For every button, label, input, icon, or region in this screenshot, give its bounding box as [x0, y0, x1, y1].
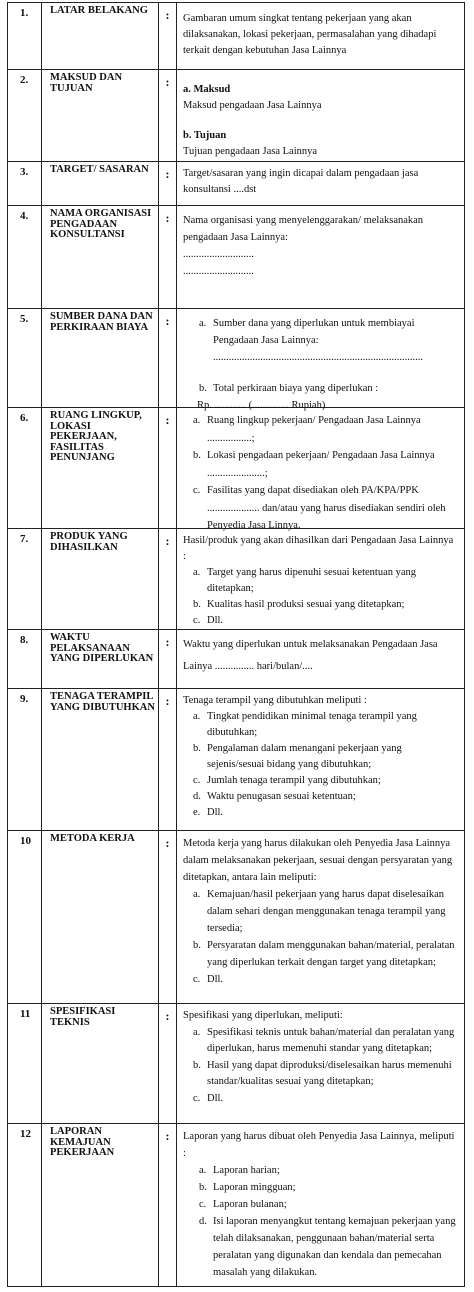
row-latar-belakang [8, 3, 464, 70]
row-title: METODA KERJA [42, 831, 159, 1003]
row-waktu [8, 630, 464, 689]
list-text: Tingkat pendidikan minimal tenaga terampil yang dibutuhkan; [207, 711, 417, 738]
row-content [177, 529, 464, 629]
list-item [183, 1091, 458, 1108]
row-title: LAPORAN KEMAJUAN PEKERJAAN [42, 1124, 159, 1286]
maksud-text: Maksud pengadaan Jasa Lainnya [183, 100, 322, 111]
tujuan-text: Tujuan pengadaan Jasa Lainnya [183, 146, 318, 157]
row-content [177, 831, 464, 1003]
row-content [177, 3, 464, 69]
dotted-line: ........................... [183, 266, 254, 277]
list-marker: b. [193, 599, 201, 610]
row-colon: : [159, 408, 177, 528]
row-nama-organisasi [8, 206, 464, 309]
tujuan-heading: b. Tujuan [183, 130, 227, 141]
row-content [177, 162, 464, 205]
list-text: Dll. [207, 807, 224, 818]
intro-text: Tenaga terampil yang dibutuhkan meliputi : [183, 695, 367, 706]
content-text: Waktu yang diperlukan untuk melaksanakan Pengadaan Jasa Lainya ............... hari/bulan/.... [183, 639, 438, 672]
row-produk [8, 529, 464, 630]
row-number: 8. [8, 630, 42, 688]
list-marker: c. [193, 615, 201, 626]
list-text: Isi laporan menyangkut tentang kemajuan pekerjaan yang telah dilaksanakan, penggunaan bahan/material serta peralatan yang digunakan dan kendala dan pemecahan masalah yang dilakukan. [213, 1216, 456, 1278]
list-text: Dll. [207, 615, 224, 626]
list-item [183, 447, 458, 482]
list-marker: c. [193, 485, 201, 496]
list-item [183, 1058, 458, 1091]
row-colon: : [159, 206, 177, 308]
maksud-heading: a. Maksud [183, 84, 231, 95]
row-number: 1. [8, 3, 42, 69]
list-text: Laporan harian; [213, 1165, 280, 1176]
list-text: Laporan bulanan; [213, 1199, 287, 1210]
list-marker: b. [199, 383, 207, 394]
row-number: 5. [8, 309, 42, 407]
list-marker: a. [199, 318, 207, 329]
list-item [183, 1179, 458, 1196]
list-text: Laporan mingguan; [213, 1182, 296, 1193]
row-title: LATAR BELAKANG [42, 3, 159, 69]
list-text: Waktu penugasan sesuai ketentuan; [207, 791, 356, 802]
row-number: 6. [8, 408, 42, 528]
list-marker: a. [193, 1026, 201, 1038]
row-number: 12 [8, 1124, 42, 1286]
row-colon: : [159, 70, 177, 161]
list-marker: b. [199, 1182, 207, 1193]
row-title: MAKSUD DAN TUJUAN [42, 70, 159, 161]
row-title: PRODUK YANG DIHASILKAN [42, 529, 159, 629]
list-item [183, 482, 458, 535]
list-marker: e. [193, 807, 201, 818]
row-target-sasaran [8, 162, 464, 206]
list-text: Kemajuan/hasil pekerjaan yang harus dapat diselesaikan dalam sehari dengan menggunakan tenaga terampil yang tersedia; [207, 889, 446, 934]
row-ruang-lingkup [8, 408, 464, 529]
row-number: 10 [8, 831, 42, 1003]
list-text: Pengalaman dalam menangani pekerjaan yang sejenis/sesuai bidang yang dibutuhkan; [207, 743, 402, 770]
row-colon: : [159, 630, 177, 688]
row-maksud-tujuan [8, 70, 464, 162]
dotted-line: ........................... [183, 249, 254, 260]
row-content [177, 206, 464, 308]
kak-table [7, 2, 465, 1287]
list-item [183, 773, 458, 789]
list-item [183, 886, 458, 937]
row-title: SUMBER DANA DAN PERKIRAAN BIAYA [42, 309, 159, 407]
row-colon: : [159, 1124, 177, 1286]
row-number: 11 [8, 1004, 42, 1123]
list-item [183, 1196, 458, 1213]
row-content [177, 1004, 464, 1123]
row-colon: : [159, 3, 177, 69]
row-content [177, 630, 464, 688]
intro-text: Laporan yang harus dibuat oleh Penyedia Jasa Lainnya, meliputi : [183, 1131, 455, 1159]
row-number: 2. [8, 70, 42, 161]
content-text: Target/sasaran yang ingin dicapai dalam pengadaan jasa konsultansi ....dst [183, 168, 419, 195]
list-text: Sumber dana yang diperlukan untuk membiayai Pengadaan Jasa Lainnya: [213, 318, 415, 346]
list-item [183, 937, 458, 971]
row-title: NAMA ORGANISASI PENGADAAN KONSULTANSI [42, 206, 159, 308]
list-marker: a. [199, 1165, 207, 1176]
list-item [183, 1025, 458, 1058]
list-marker: a. [193, 711, 201, 722]
list-text: Total perkiraan biaya yang diperlukan : [213, 383, 379, 394]
list-item [183, 971, 458, 988]
row-sumber-dana [8, 309, 464, 411]
row-title: SPESIFIKASI TEKNIS [42, 1004, 159, 1123]
list-text: Spesifikasi teknis untuk bahan/material dan peralatan yang diperlukan, harus memenuhi standar yang ditetapkan; [207, 1026, 455, 1054]
row-content [177, 689, 464, 830]
list-item [183, 805, 458, 821]
row-content [177, 70, 464, 161]
list-marker: c. [193, 775, 201, 786]
list-marker: b. [193, 743, 201, 754]
row-content [177, 1124, 464, 1286]
list-item [183, 1162, 458, 1179]
row-number: 7. [8, 529, 42, 629]
list-item [183, 789, 458, 805]
list-marker: c. [199, 1199, 207, 1210]
row-tenaga-terampil [8, 689, 464, 831]
list-marker: c. [193, 1092, 201, 1104]
row-title: TARGET/ SASARAN [42, 162, 159, 205]
intro-text: Spesifikasi yang diperlukan, meliputi: [183, 1010, 343, 1021]
content-text: Gambaran umum singkat tentang pekerjaan yang akan dilaksanakan, lokasi pekerjaan, permasalahan yang dihadapi terkait dengan kebutuhan Jasa Lainnya [183, 13, 437, 56]
list-text: Fasilitas yang dapat disediakan oleh PA/KPA/PPK .................... dan/atau yang harus disediakan sendiri oleh Penyedia Jasa Linnya. [207, 485, 446, 531]
list-marker: c. [193, 974, 201, 985]
row-laporan [8, 1124, 464, 1286]
row-colon: : [159, 529, 177, 629]
list-item [183, 412, 458, 447]
row-title: RUANG LINGKUP, LOKASI PEKERJAAN, FASILITAS PENUNJANG [42, 408, 159, 528]
list-marker: b. [193, 1059, 201, 1071]
row-colon: : [159, 1004, 177, 1123]
row-colon: : [159, 309, 177, 407]
list-item [183, 380, 458, 397]
list-item [183, 315, 458, 366]
list-marker: d. [199, 1216, 207, 1227]
content-text: Nama organisasi yang menyelenggarakan/ melaksanakan pengadaan Jasa Lainnya: [183, 215, 424, 243]
row-metoda-kerja [8, 831, 464, 1004]
row-content [177, 408, 464, 531]
list-item [183, 597, 458, 613]
row-title: WAKTU PELAKSANAAN YANG DIPERLUKAN [42, 630, 159, 688]
list-item [183, 741, 458, 773]
list-text: Ruang lingkup pekerjaan/ Pengadaan Jasa Lainnya .................; [207, 415, 421, 444]
intro-text: Metoda kerja yang harus dilakukan oleh Penyedia Jasa Lainnya dalam melaksanakan pekerjaan, sesuai dengan persyaratan yang ditetapkan, antara lain meliputi: [183, 838, 453, 883]
list-text: Jumlah tenaga terampil yang dibutuhkan; [207, 775, 381, 786]
dotted-line: ................................................................................ [213, 352, 423, 363]
row-number: 9. [8, 689, 42, 830]
row-spesifikasi-teknis [8, 1004, 464, 1124]
list-text: Dll. [207, 1092, 224, 1104]
row-number: 3. [8, 162, 42, 205]
list-text: Kualitas hasil produksi sesuai yang ditetapkan; [207, 599, 405, 610]
row-title: TENAGA TERAMPIL YANG DIBUTUHKAN [42, 689, 159, 830]
list-subtext: Rp. ............ (.............. Rupiah) [197, 400, 326, 411]
row-content [177, 309, 464, 411]
list-marker: a. [193, 889, 201, 900]
intro-text: Hasil/produk yang akan dihasilkan dari Pengadaan Jasa Lainnya : [183, 535, 454, 562]
row-number: 4. [8, 206, 42, 308]
list-text: Hasil yang dapat diproduksi/diselesaikan harus memenuhi standar/kualitas sesuai yang ditetapkan; [207, 1059, 452, 1087]
row-colon: : [159, 689, 177, 830]
list-marker: a. [193, 567, 201, 578]
list-marker: b. [193, 450, 201, 461]
list-item [183, 709, 458, 741]
row-colon: : [159, 162, 177, 205]
list-item [183, 565, 458, 597]
list-item [183, 1213, 458, 1281]
list-text: Dll. [207, 974, 224, 985]
list-marker: b. [193, 940, 201, 951]
list-text: Lokasi pengadaan pekerjaan/ Pengadaan Jasa Lainnya ......................; [207, 450, 435, 479]
list-text: Persyaratan dalam menggunakan bahan/material, peralatan yang diperlukan terkait dengan target yang ditetapkan; [207, 940, 455, 968]
list-marker: d. [193, 791, 201, 802]
list-item [183, 613, 458, 629]
list-marker: a. [193, 415, 201, 426]
row-colon: : [159, 831, 177, 1003]
list-text: Target yang harus dipenuhi sesuai ketentuan yang ditetapkan; [207, 567, 417, 594]
